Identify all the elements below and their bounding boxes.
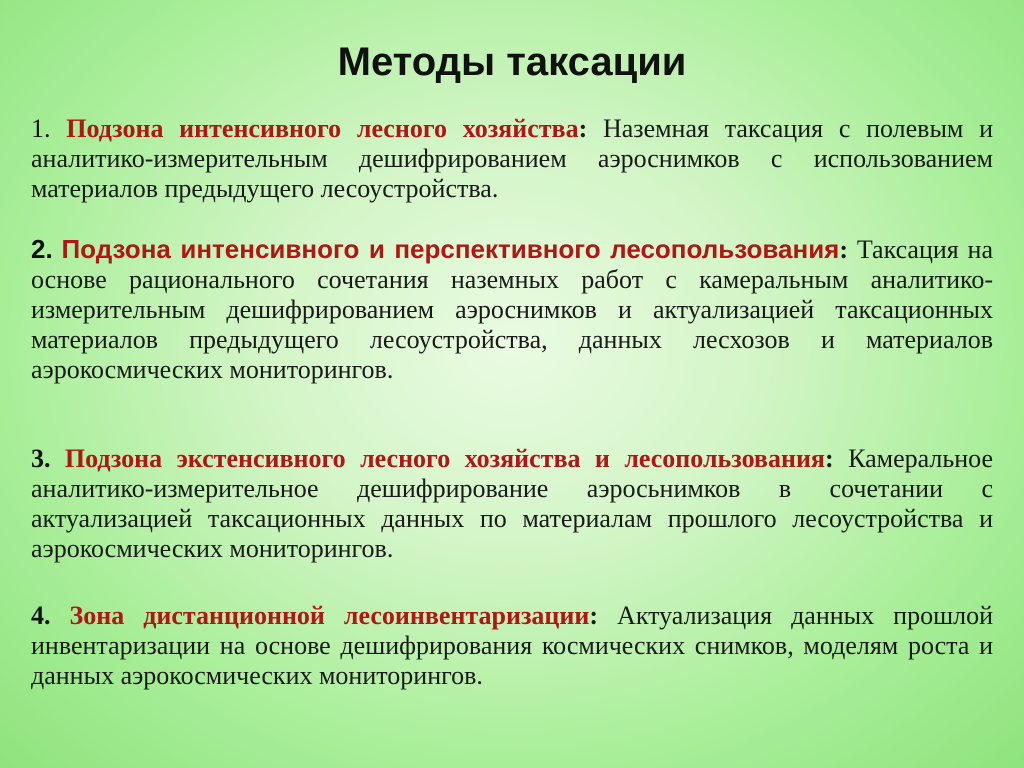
item-text: Камеральное аналитико-измерительное дешифрирование аэросьнимков в сочетании с актуализацией таксационных данных по материалам прошлого лесоустройства и аэрокосмических мониторингов. xyxy=(31,444,993,563)
list-item-1 xyxy=(31,114,993,204)
list-item-2 xyxy=(31,234,993,385)
zone-colon: : xyxy=(839,235,849,264)
item-number: 4. xyxy=(31,601,51,630)
item-number: 3. xyxy=(31,444,51,473)
zone-colon: : xyxy=(825,444,834,473)
list-item-3 xyxy=(31,444,993,564)
zone-heading: Подзона интенсивного и перспективного лесопользования xyxy=(61,234,840,264)
item-text: Актуализация данных прошлой инвентаризации на основе дешифрирования космических снимков, моделям роста и данных аэрокосмических мониторингов. xyxy=(31,601,993,690)
item-number: 1. xyxy=(31,114,51,143)
page-title: Методы таксации xyxy=(337,40,687,84)
zone-colon: : xyxy=(589,601,599,630)
zone-heading: Зона дистанционной лесоинвентаризации xyxy=(69,601,590,630)
list-item-4 xyxy=(31,601,993,691)
zone-heading: Подзона интенсивного лесного хозяйства xyxy=(66,114,579,143)
zone-heading: Подзона экстенсивного лесного хозяйства и лесопользования xyxy=(64,444,825,473)
item-text: Наземная таксация с полевым и аналитико-измерительным дешифрированием аэроснимков с использованием материалов предыдущего лесоустройства. xyxy=(31,114,994,203)
item-text: Таксация на основе рационального сочетания наземных работ с камеральным аналитико-измерительным дешифрированием аэроснимков и актуализацией таксационных материалов предыдущего лесоустройства, данных лесхозов и материалов аэрокосмических мониторингов. xyxy=(31,235,993,384)
item-number: 2. xyxy=(31,234,53,264)
zone-colon: : xyxy=(578,114,588,143)
